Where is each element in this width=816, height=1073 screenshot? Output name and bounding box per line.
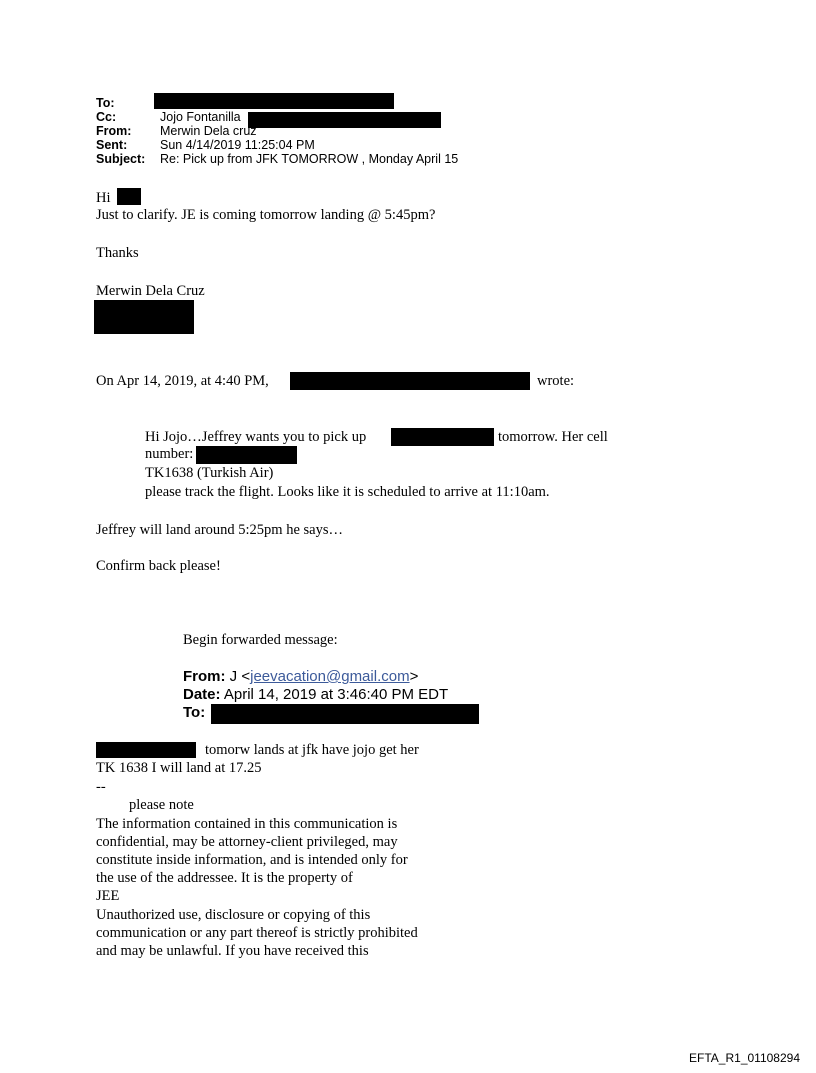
disclaimer-line: and may be unlawful. If you have received this: [96, 943, 369, 959]
subject-label: Subject:: [96, 152, 146, 166]
from-value: Merwin Dela cruz: [160, 124, 257, 138]
forward-begin: Begin forwarded message:: [183, 632, 338, 648]
forward-date-label: Date:: [183, 686, 221, 703]
reply-line: Just to clarify. JE is coming tomorrow landing @ 5:45pm?: [96, 207, 436, 223]
disclaimer-line: communication or any part thereof is strictly prohibited: [96, 925, 418, 941]
forward-from-suffix: >: [409, 668, 419, 685]
redaction-original-name: [96, 742, 196, 758]
redaction-signature-block: [94, 300, 194, 334]
forward-from-prefix: J <: [229, 668, 251, 685]
quoted-line: Jeffrey will land around 5:25pm he says…: [96, 522, 343, 538]
sent-value: Sun 4/14/2019 11:25:04 PM: [160, 138, 315, 152]
redaction-passenger-name: [391, 428, 494, 446]
forward-from-line: [183, 668, 418, 685]
to-label: To:: [96, 96, 115, 110]
disclaimer-line: the use of the addressee. It is the property of: [96, 870, 353, 886]
reply-signature: Merwin Dela Cruz: [96, 283, 205, 299]
forward-date-line: [183, 686, 448, 703]
quoted-line: Confirm back please!: [96, 558, 221, 574]
original-line: tomorw lands at jfk have jojo get her: [205, 742, 419, 758]
cc-value: Jojo Fontanilla: [160, 110, 241, 124]
reply-thanks: Thanks: [96, 245, 139, 261]
subject-value: Re: Pick up from JFK TOMORROW , Monday April 15: [160, 152, 459, 166]
disclaimer-line: JEE: [96, 888, 120, 904]
disclaimer-line: Unauthorized use, disclosure or copying of this: [96, 907, 371, 923]
redaction-to: [154, 93, 394, 109]
original-line: TK 1638 I will land at 17.25: [96, 760, 262, 776]
quoted-line: TK1638 (Turkish Air): [145, 465, 274, 481]
forward-to-label: To:: [183, 704, 206, 721]
forward-date-value: April 14, 2019 at 3:46:40 PM EDT: [223, 686, 449, 703]
quoted-line: please track the flight. Looks like it is scheduled to arrive at 11:10am.: [145, 484, 550, 500]
disclaimer-line: The information contained in this communication is: [96, 816, 398, 832]
redaction-phone: [196, 446, 297, 464]
quoted-line: number:: [145, 446, 194, 462]
please-note: please note: [129, 797, 194, 813]
redaction-greeting-name: [117, 188, 141, 205]
redaction-sender: [290, 372, 530, 390]
cc-label: Cc:: [96, 110, 117, 124]
quoted-intro: On Apr 14, 2019, at 4:40 PM,: [96, 373, 269, 389]
sender-email-link[interactable]: jeevacation@gmail.com: [250, 668, 410, 685]
reply-greeting: Hi: [96, 190, 111, 206]
sent-label: Sent:: [96, 138, 128, 152]
redaction-cc: [248, 112, 441, 128]
quoted-line: tomorrow. Her cell: [498, 429, 608, 445]
quoted-line: Hi Jojo…Jeffrey wants you to pick up: [145, 429, 367, 445]
disclaimer-line: constitute inside information, and is intended only for: [96, 852, 408, 868]
separator: --: [96, 779, 106, 795]
redaction-forward-to: [211, 704, 479, 724]
document-id: EFTA_R1_01108294: [689, 1051, 800, 1065]
forward-to-line: [183, 704, 205, 721]
disclaimer-line: confidential, may be attorney-client privileged, may: [96, 834, 398, 850]
forward-from-label: From:: [183, 668, 226, 685]
from-label: From:: [96, 124, 132, 138]
quoted-intro-suffix: wrote:: [537, 373, 575, 389]
